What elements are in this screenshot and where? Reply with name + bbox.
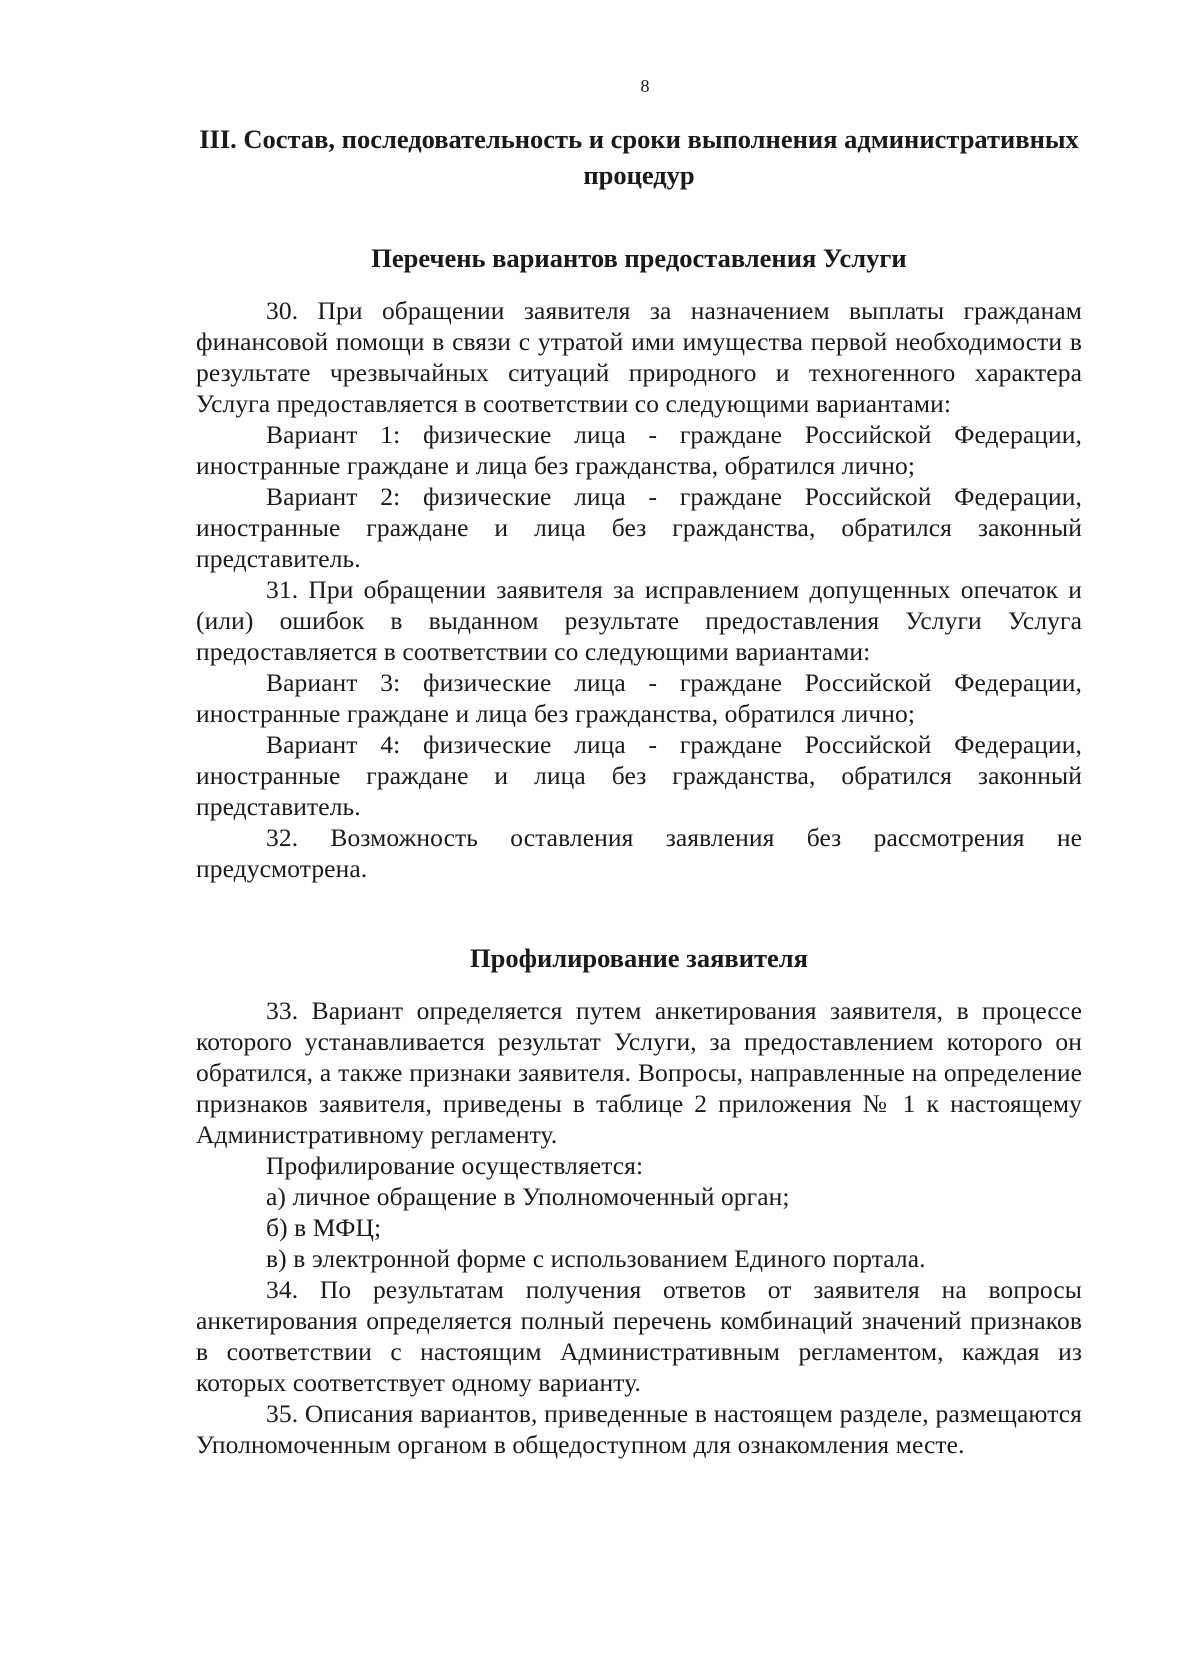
- paragraph-profiling-c: в) в электронной форме с использованием Единого портала.: [266, 1244, 926, 1273]
- document-title: III. Состав, последовательность и сроки выполнения административных процедур: [199, 124, 1079, 190]
- paragraph-33: 33. Вариант определяется путем анкетирования заявителя, в процессе которого устанавливается результат Услуги, за предоставлением которого он обратился, а также признаки заявителя. Вопросы, направленные на определение признаков заявителя, приведены в таблице 2 приложения № 1 к настоящему Административному регламенту.: [196, 996, 1082, 1149]
- paragraph-32: 32. Возможность оставления заявления без рассмотрения не предусмотрена.: [196, 823, 1082, 883]
- section-heading-profiling: Профилирование заявителя: [470, 943, 808, 973]
- paragraph-34: 34. По результатам получения ответов от заявителя на вопросы анкетирования определяется полный перечень комбинаций значений признаков в соответствии с настоящим Административным регламентом, каждая из которых соответствует одному варианту.: [196, 1275, 1082, 1397]
- section-body-profiling: [196, 995, 1082, 1460]
- paragraph-variant-2: Вариант 2: физические лица - граждане Российской Федерации, иностранные граждане и лица без гражданства, обратился законный представитель.: [196, 482, 1082, 573]
- paragraph-30: 30. При обращении заявителя за назначением выплаты гражданам финансовой помощи в связи с утратой ими имущества первой необходимости в результате чрезвычайных ситуаций природного и техногенного характера Услуга предоставляется в соответствии со следующими вариантами:: [196, 296, 1082, 418]
- paragraph-profiling-b: б) в МФЦ;: [266, 1213, 382, 1242]
- paragraph-35: 35. Описания вариантов, приведенные в настоящем разделе, размещаются Уполномоченным органом в общедоступном для ознакомления месте.: [196, 1399, 1082, 1459]
- paragraph-profiling-intro: Профилирование осуществляется:: [266, 1151, 644, 1180]
- paragraph-variant-1: Вариант 1: физические лица - граждане Российской Федерации, иностранные граждане и лица без гражданства, обратился лично;: [196, 420, 1082, 480]
- section-heading-variants: Перечень вариантов предоставления Услуги: [371, 243, 907, 273]
- page-number: 8: [640, 76, 650, 96]
- paragraph-profiling-a: а) личное обращение в Уполномоченный орган;: [266, 1182, 790, 1211]
- paragraph-variant-4: Вариант 4: физические лица - граждане Российской Федерации, иностранные граждане и лица без гражданства, обратился законный представитель.: [196, 730, 1082, 821]
- paragraph-variant-3: Вариант 3: физические лица - граждане Российской Федерации, иностранные граждане и лица без гражданства, обратился лично;: [196, 668, 1082, 728]
- paragraph-31: 31. При обращении заявителя за исправлением допущенных опечаток и (или) ошибок в выданном результате предоставления Услуги Услуга предоставляется в соответствии со следующими вариантами:: [196, 575, 1082, 666]
- section-body-variants: [196, 295, 1082, 884]
